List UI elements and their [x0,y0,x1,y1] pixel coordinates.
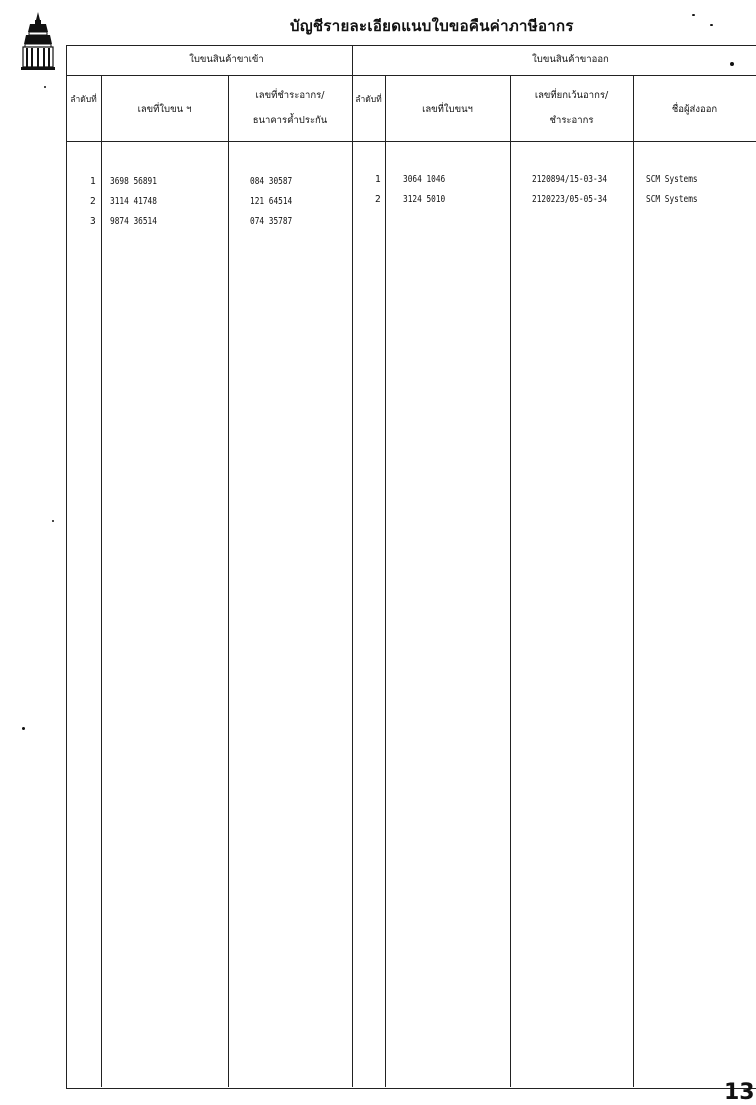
page-number: 13 [724,1080,755,1105]
export-row-entry-no: 3064 1046 [403,174,446,185]
export-entry-no-header: เลขที่ใบขนฯ [422,104,473,115]
col-divider [633,75,634,1087]
column-header-divider [66,141,756,142]
export-row-seq: 1 [375,174,381,185]
import-seq-header: ลำดับที่ [70,95,97,105]
col-divider [228,75,229,1087]
import-duty-header-line2: ธนาคารค้ำประกัน [252,115,328,126]
export-row-exempt: 2120223/05-05-34 [532,194,608,205]
section-divider [352,45,353,1087]
import-row-seq: 3 [90,216,96,227]
import-row-duty: 121 64514 [250,196,293,207]
import-row-duty: 084 30587 [250,176,293,187]
scan-speck [692,14,695,16]
import-row-entry-no: 3698 56891 [110,176,157,187]
scan-speck [44,86,46,88]
export-exempt-header-line2: ชำระอากร [549,115,594,126]
export-group-header: ใบขนสินค้าขาออก [532,54,609,65]
royal-emblem-icon [20,10,56,72]
export-row-seq: 2 [375,194,381,205]
import-row-entry-no: 3114 41748 [110,196,157,207]
col-divider [510,75,511,1087]
group-header-divider [66,75,756,76]
export-row-entry-no: 3124 5010 [403,194,446,205]
import-row-seq: 2 [90,196,96,207]
import-entry-no-header: เลขที่ใบขน ฯ [137,104,192,115]
import-row-entry-no: 9874 36514 [110,216,157,227]
export-seq-header: ลำดับที่ [355,95,382,105]
import-group-header: ใบขนสินค้าขาเข้า [189,54,264,65]
import-row-duty: 074 35787 [250,216,293,227]
export-row-exporter: SCM Systems [646,174,698,185]
export-row-exporter: SCM Systems [646,194,698,205]
scan-speck [730,62,734,66]
import-duty-header-line1: เลขที่ชำระอากร/ [255,90,325,101]
export-row-exempt: 2120894/15-03-34 [532,174,608,185]
col-divider [101,75,102,1087]
scan-speck [22,727,25,730]
export-exempt-header-line1: เลขที่ยกเว้นอากร/ [534,90,609,101]
import-row-seq: 1 [90,176,96,187]
scan-speck [52,520,54,522]
document-title: บัญชีรายละเอียดแนบใบขอคืนค่าภาษีอากร [290,17,574,35]
export-exporter-header: ชื่อผู้ส่งออก [671,104,718,115]
col-divider [385,75,386,1087]
scan-speck [710,24,713,26]
